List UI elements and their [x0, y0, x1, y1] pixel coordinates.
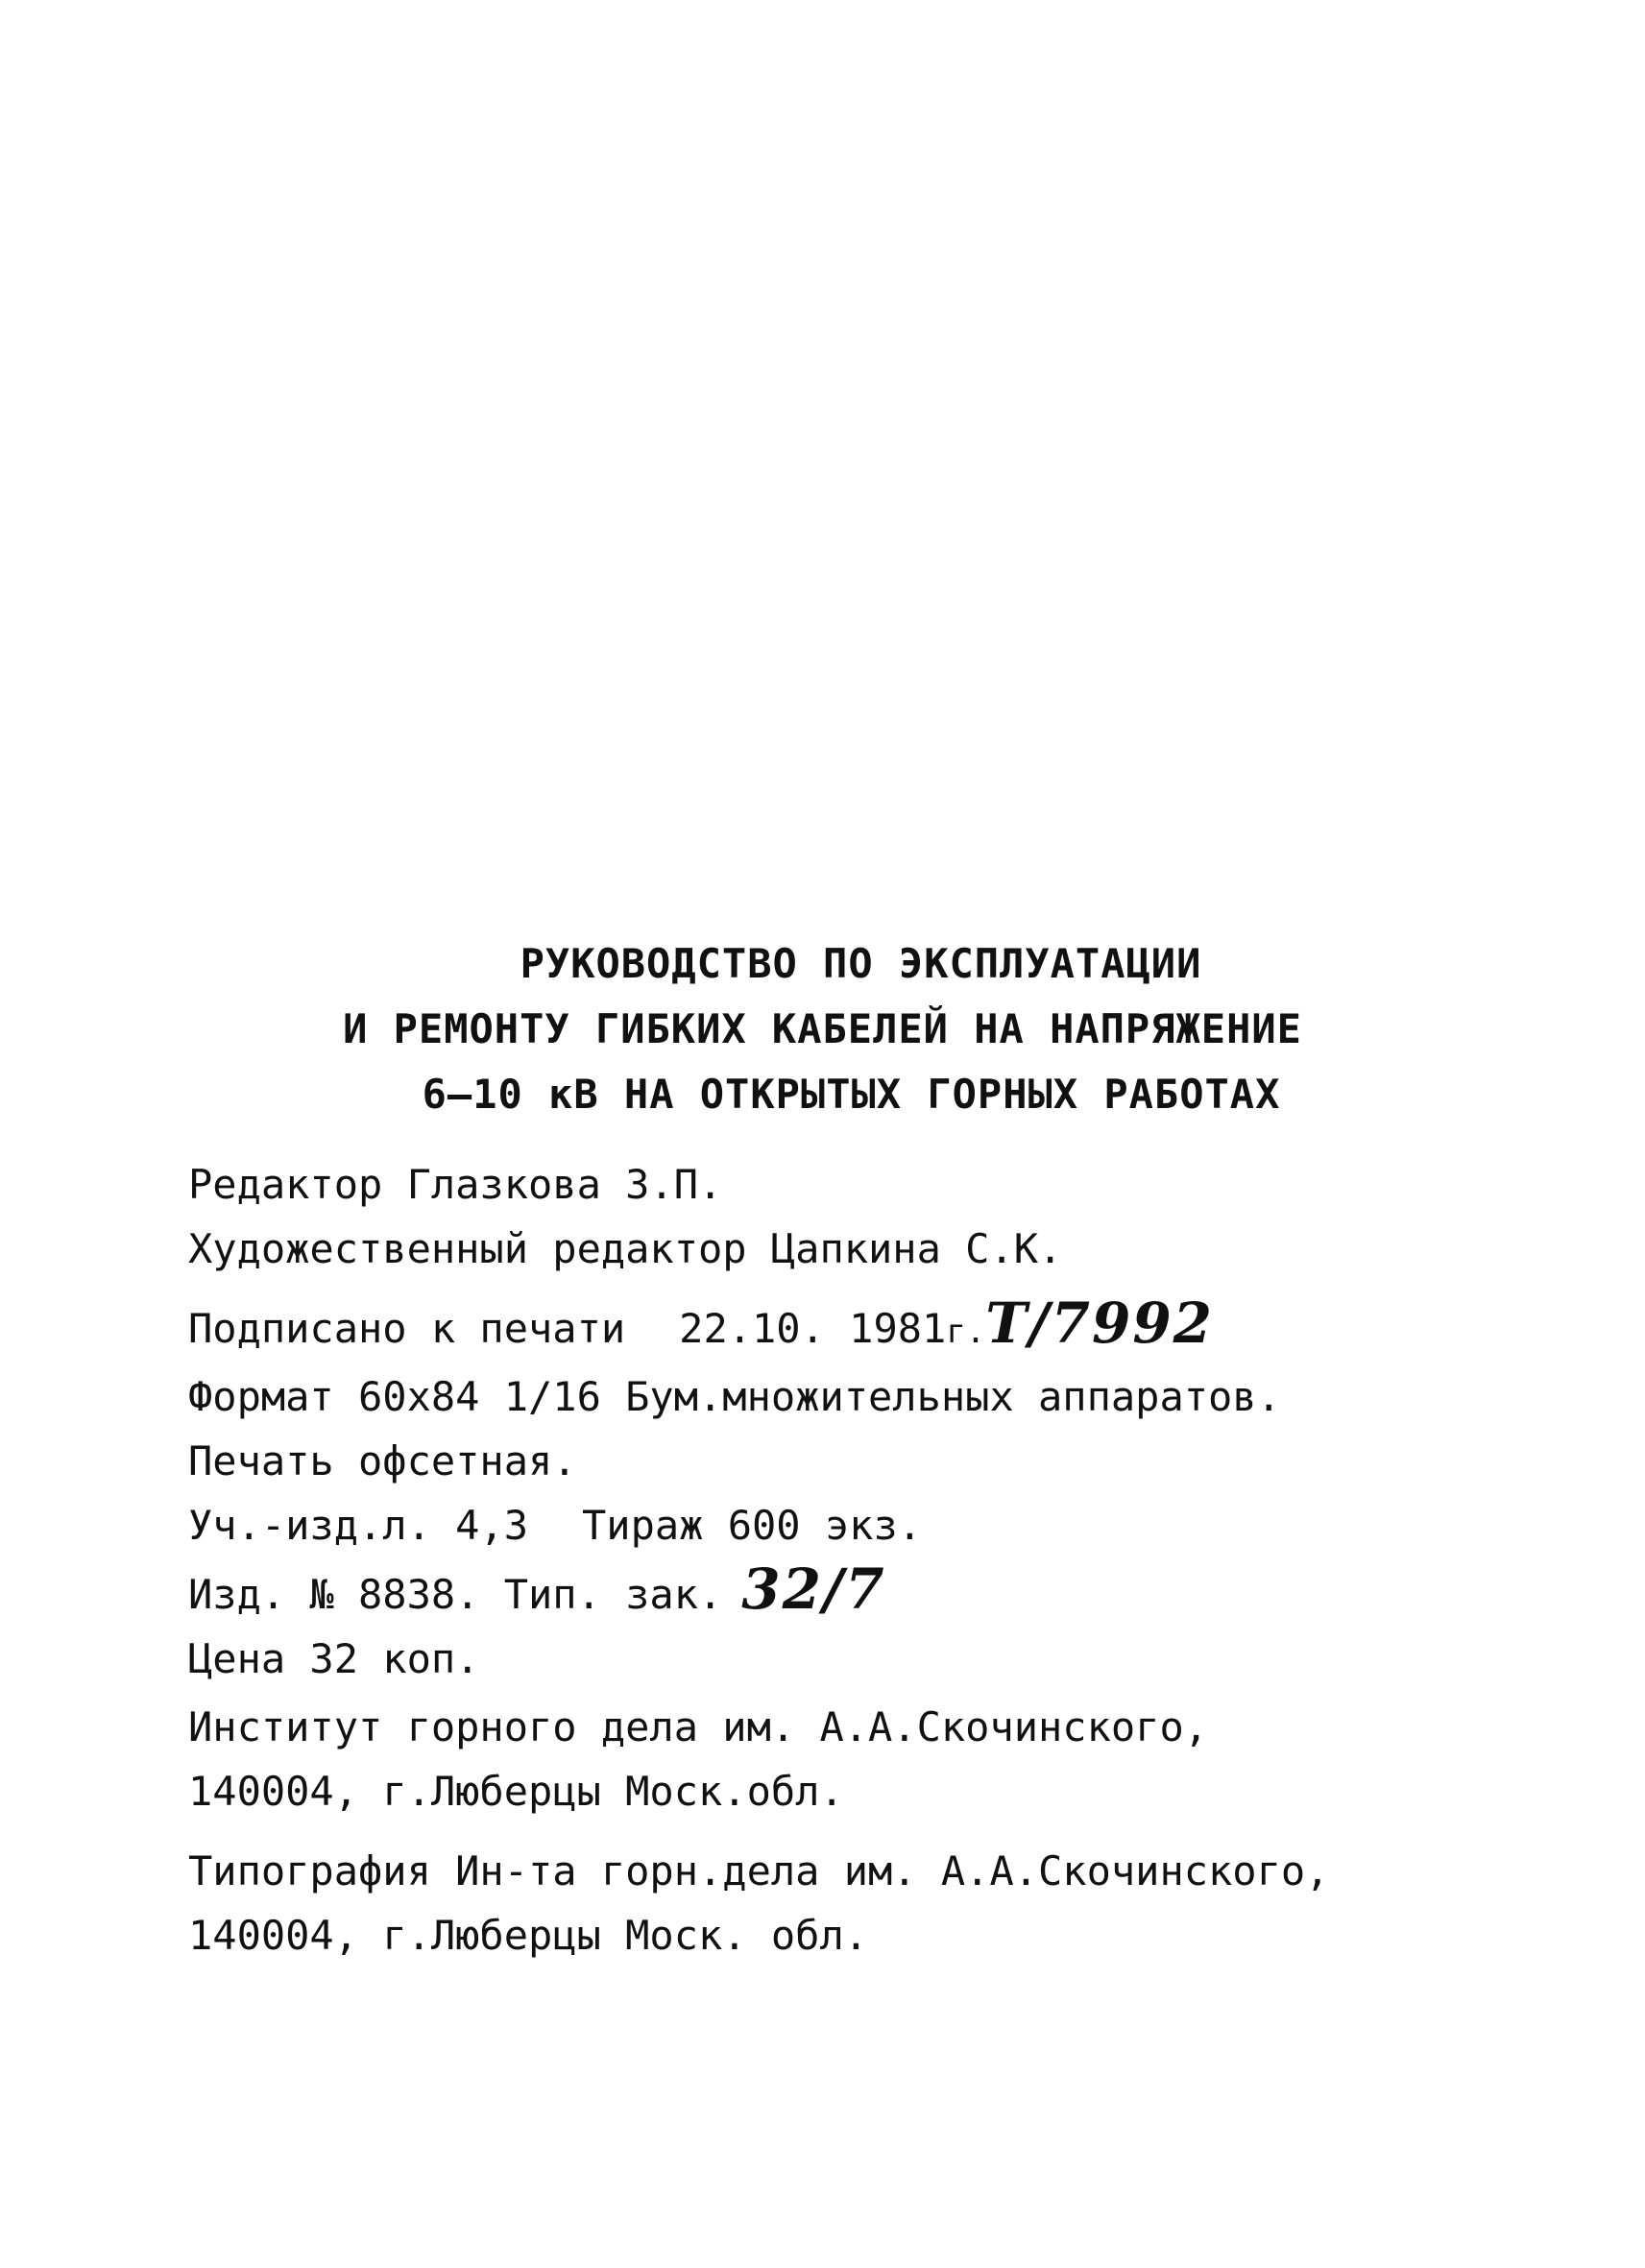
- year-suffix: г.: [946, 1313, 986, 1351]
- signed-label: Подписано к печати: [188, 1305, 626, 1352]
- publisher-line-1: Институт горного дела им. А.А.Скочинского,: [188, 1703, 1209, 1750]
- print-type-line: Печать офсетная.: [188, 1437, 577, 1484]
- sheets-run-line: [188, 1493, 1281, 1557]
- publisher-block: [188, 1695, 1208, 1823]
- credits-block: [188, 1152, 1062, 1281]
- printer-line-1: Типография Ин-та горн.дела им. А.А.Скочинского,: [188, 1847, 1330, 1894]
- editor-line: Редактор Глазкова З.П.: [188, 1161, 723, 1208]
- art-editor-line: Художественный редактор Цапкина С.К.: [188, 1225, 1063, 1272]
- signed-line: [188, 1291, 1281, 1364]
- order-number-handwritten: 32/7: [741, 1556, 886, 1622]
- run-value: Тираж 600 экз.: [582, 1502, 923, 1549]
- edition-line: [188, 1557, 1281, 1627]
- price-line: Цена 32 коп.: [188, 1635, 480, 1682]
- edition-value: Изд. № 8838. Тип. зак.: [188, 1571, 723, 1618]
- print-details-block: [188, 1291, 1281, 1691]
- format-line: Формат 60х84 1/16 Бум.множительных аппаратов.: [188, 1373, 1281, 1420]
- title-line-2: И РЕМОНТУ ГИБКИХ КАБЕЛЕЙ НА НАПРЯЖЕНИЕ: [343, 1005, 1302, 1052]
- signed-date: 22.10. 1981: [679, 1305, 947, 1352]
- title-line-3: 6–10 кВ НА ОТКРЫТЫХ ГОРНЫХ РАБОТАХ: [422, 1071, 1281, 1118]
- signed-code-handwritten: Т/7992: [985, 1291, 1215, 1356]
- publisher-line-2: 140004, г.Люберцы Моск.обл.: [188, 1768, 844, 1815]
- sheets-value: Уч.-изд.л. 4,3: [188, 1502, 529, 1549]
- printer-block: [188, 1839, 1329, 1967]
- title-line-1: РУКОВОДСТВО ПО ЭКСПЛУАТАЦИИ: [520, 940, 1202, 987]
- document-title: [0, 931, 1645, 1127]
- printer-line-2: 140004, г.Люберцы Моск. обл.: [188, 1912, 869, 1959]
